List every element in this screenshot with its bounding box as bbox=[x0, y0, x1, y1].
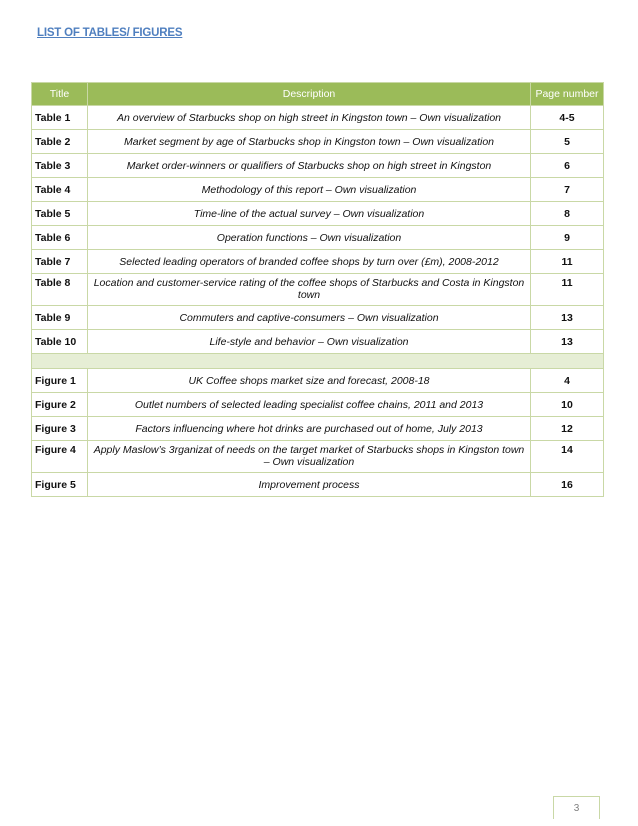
list-of-tables-figures-table bbox=[31, 82, 604, 497]
row-title: Table 6 bbox=[32, 226, 88, 250]
row-description: Commuters and captive-consumers – Own visualization bbox=[88, 306, 531, 330]
row-page-number: 4 bbox=[531, 369, 604, 393]
table-row bbox=[32, 393, 604, 417]
row-page-number: 14 bbox=[531, 441, 604, 473]
row-title: Figure 2 bbox=[32, 393, 88, 417]
table-row bbox=[32, 369, 604, 393]
row-title: Figure 3 bbox=[32, 417, 88, 441]
row-title: Table 9 bbox=[32, 306, 88, 330]
row-page-number: 8 bbox=[531, 202, 604, 226]
row-description: UK Coffee shops market size and forecast, 2008-18 bbox=[88, 369, 531, 393]
row-title: Table 5 bbox=[32, 202, 88, 226]
table-row bbox=[32, 154, 604, 178]
row-page-number: 13 bbox=[531, 330, 604, 354]
table-row bbox=[32, 441, 604, 473]
row-description: Factors influencing where hot drinks are purchased out of home, July 2013 bbox=[88, 417, 531, 441]
row-title: Figure 5 bbox=[32, 473, 88, 497]
table-row bbox=[32, 202, 604, 226]
row-description: Market segment by age of Starbucks shop in Kingston town – Own visualization bbox=[88, 130, 531, 154]
row-title: Table 4 bbox=[32, 178, 88, 202]
table-row bbox=[32, 330, 604, 354]
separator-row bbox=[32, 354, 604, 369]
table-row bbox=[32, 226, 604, 250]
row-description: Operation functions – Own visualization bbox=[88, 226, 531, 250]
row-description: Outlet numbers of selected leading specialist coffee chains, 2011 and 2013 bbox=[88, 393, 531, 417]
page-number: 3 bbox=[573, 803, 580, 814]
table-row bbox=[32, 417, 604, 441]
row-title: Table 1 bbox=[32, 106, 88, 130]
row-page-number: 10 bbox=[531, 393, 604, 417]
row-title: Figure 4 bbox=[32, 441, 88, 473]
column-header-title: Title bbox=[32, 83, 88, 106]
header-row bbox=[32, 83, 604, 106]
row-description: Market order-winners or qualifiers of Starbucks shop on high street in Kingston bbox=[88, 154, 531, 178]
row-description: Life-style and behavior – Own visualization bbox=[88, 330, 531, 354]
table-row bbox=[32, 306, 604, 330]
table-row bbox=[32, 178, 604, 202]
column-header-description: Description bbox=[88, 83, 531, 106]
row-description: Apply Maslow’s 3rganizat of needs on the target market of Starbucks shops in Kingston town – Own visualization bbox=[88, 441, 531, 473]
row-title: Table 8 bbox=[32, 274, 88, 306]
row-title: Table 7 bbox=[32, 250, 88, 274]
page-number-box bbox=[553, 796, 600, 819]
table-row bbox=[32, 130, 604, 154]
row-page-number: 7 bbox=[531, 178, 604, 202]
row-description: Location and customer-service rating of the coffee shops of Starbucks and Costa in Kingston town bbox=[88, 274, 531, 306]
separator-cell bbox=[32, 354, 604, 369]
table-row bbox=[32, 106, 604, 130]
row-page-number: 13 bbox=[531, 306, 604, 330]
row-title: Table 2 bbox=[32, 130, 88, 154]
row-page-number: 11 bbox=[531, 250, 604, 274]
row-description: An overview of Starbucks shop on high street in Kingston town – Own visualization bbox=[88, 106, 531, 130]
row-description: Methodology of this report – Own visualization bbox=[88, 178, 531, 202]
row-page-number: 16 bbox=[531, 473, 604, 497]
column-header-page-number: Page number bbox=[531, 83, 604, 106]
row-page-number: 4-5 bbox=[531, 106, 604, 130]
row-page-number: 11 bbox=[531, 274, 604, 306]
row-title: Table 3 bbox=[32, 154, 88, 178]
row-description: Time-line of the actual survey – Own visualization bbox=[88, 202, 531, 226]
table-row bbox=[32, 250, 604, 274]
row-page-number: 6 bbox=[531, 154, 604, 178]
table-row bbox=[32, 473, 604, 497]
row-page-number: 5 bbox=[531, 130, 604, 154]
row-description: Improvement process bbox=[88, 473, 531, 497]
row-page-number: 9 bbox=[531, 226, 604, 250]
page-heading: LIST OF TABLES/ FIGURES bbox=[37, 27, 183, 39]
table-row bbox=[32, 274, 604, 306]
row-title: Table 10 bbox=[32, 330, 88, 354]
row-page-number: 12 bbox=[531, 417, 604, 441]
row-description: Selected leading operators of branded coffee shops by turn over (£m), 2008-2012 bbox=[88, 250, 531, 274]
row-title: Figure 1 bbox=[32, 369, 88, 393]
